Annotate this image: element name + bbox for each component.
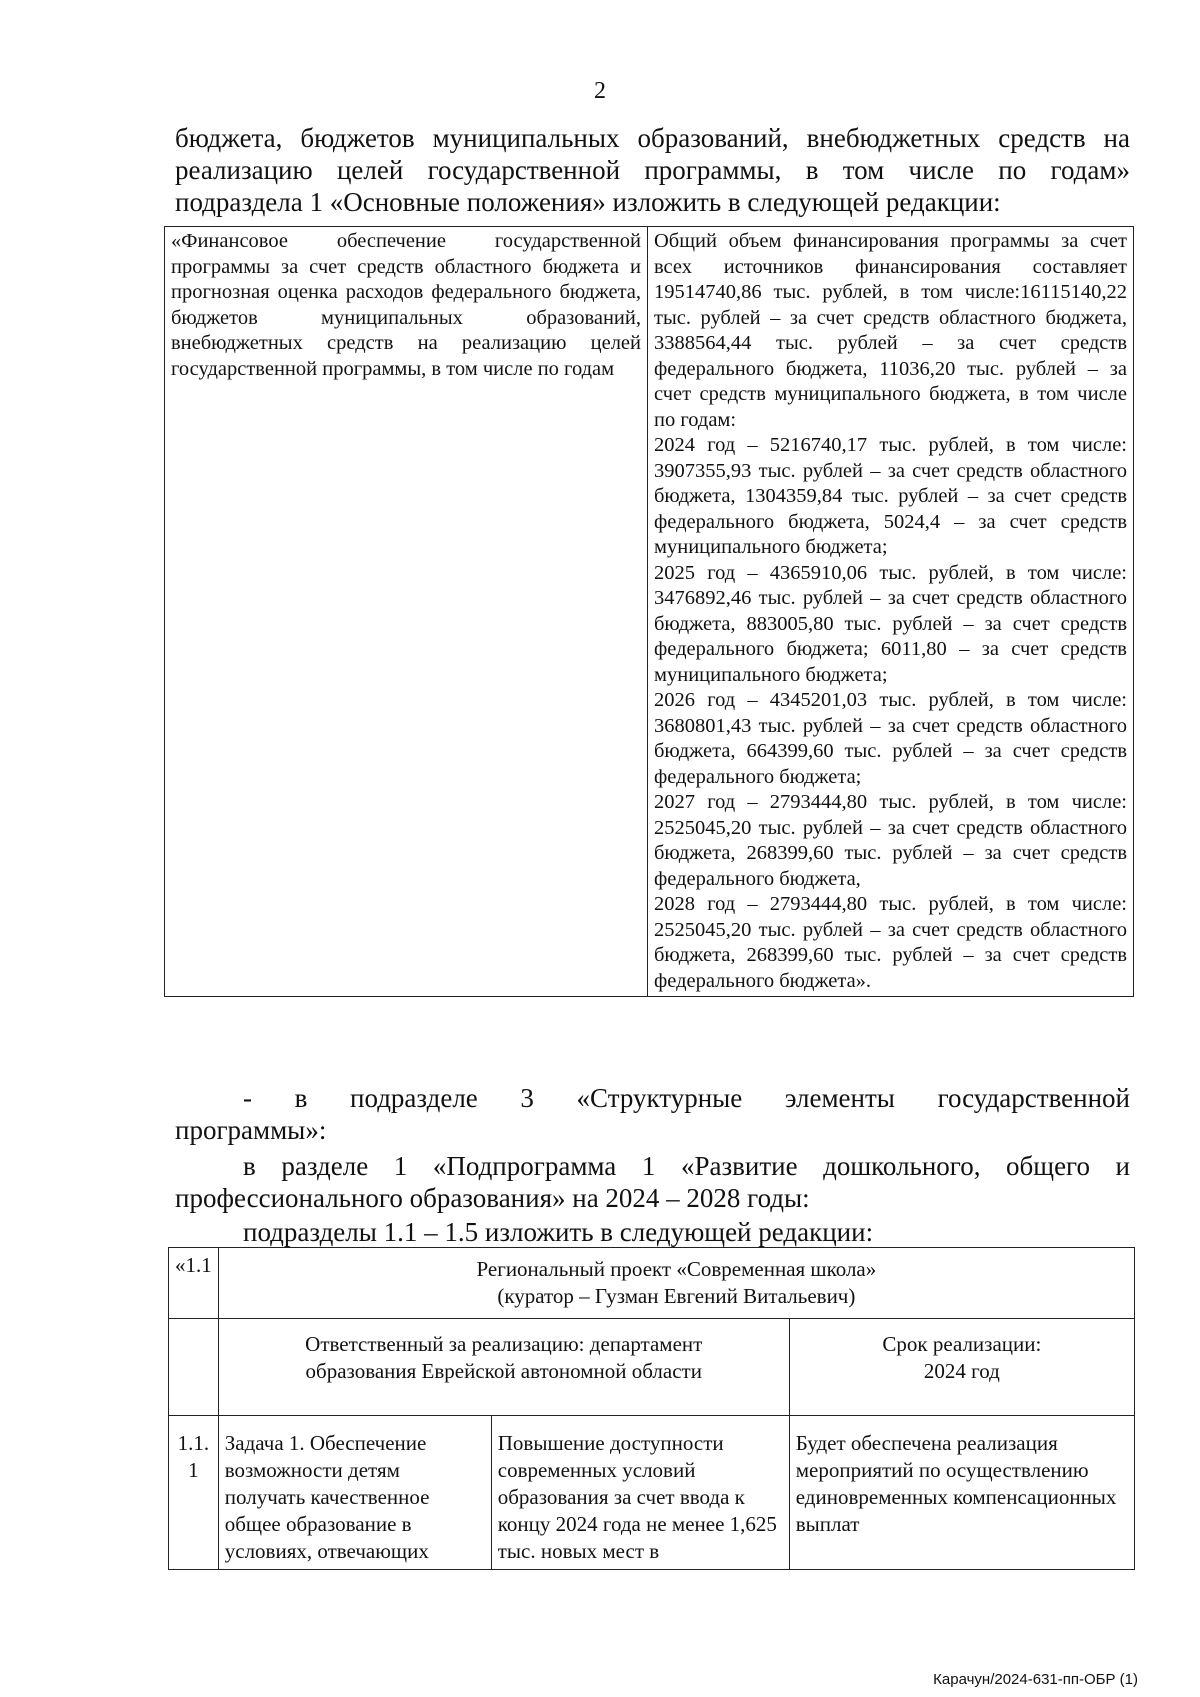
finance-label: «Финансовое обеспечение государственной программы за счет средств областного бюджета и прогнозная оценка расходов федерального бюджета, бюджетов муниципальных образований, внебюджетных средств на реализацию целей государственной программы, в том числе по годам	[171, 230, 641, 380]
project-curator: (куратор – Гузман Евгений Витальевич)	[497, 1284, 856, 1308]
finance-label-cell	[165, 227, 648, 997]
task-cell: Задача 1. Обеспечение возможности детям получать качественное общее образование в условиях, отвечающих	[218, 1416, 491, 1570]
finance-2025: 2025 год – 4365910,06 тыс. рублей, в том числе: 3476892,46 тыс. рублей – за счет средств областного бюджета, 883005,80 тыс. рублей – за счет средств федерального бюджета; 6011,80 – за счет средств муниципального бюджета;	[654, 561, 1127, 686]
finance-2024: 2024 год – 5216740,17 тыс. рублей, в том числе: 3907355,93 тыс. рублей – за счет средств областного бюджета, 1304359,84 тыс. рублей – за счет средств федерального бюджета, 5024,4 – за счет средств муниципального бюджета;	[654, 434, 1127, 558]
page-number: 2	[594, 78, 606, 104]
section-line-2: профессионального образования» на 2024 – 2028 годы:	[175, 1183, 810, 1213]
structural-line-1: - в подразделе 3 «Структурные элементы государственной	[243, 1083, 1130, 1113]
finance-2026: 2026 год – 4345201,03 тыс. рублей, в том числе: 3680801,43 тыс. рублей – за счет средств областного бюджета, 664399,60 тыс. рублей – за счет средств федерального бюджета;	[654, 689, 1127, 788]
row-number: 1.1. 1	[169, 1416, 219, 1570]
section-paragraph	[175, 1150, 1130, 1214]
project-table	[168, 1247, 1135, 1570]
document-code: Карачун/2024-631-пп-ОБР (1)	[933, 1671, 1138, 1688]
empty-cell	[169, 1319, 219, 1416]
effect-cell: Повышение доступности современных условий образования за счет ввода к концу 2024 года не менее 1,625 тыс. новых мест в	[491, 1416, 789, 1570]
intro-paragraph	[175, 122, 1130, 218]
responsible-cell	[218, 1319, 789, 1416]
intro-line-1: бюджета, бюджетов муниципальных образований, внебюджетных средств на	[175, 123, 1130, 153]
deadline-cell	[789, 1319, 1134, 1416]
finance-total: Общий объем финансирования программы за счет всех источников финансирования составляет 19514740,86 тыс. рублей, в том числе:16115140,22 тыс. рублей – за счет средств областного бюджета, 3388564,44 тыс. рублей – за счет средств федерального бюджета, 11036,20 тыс. рублей – за счет средств муниципального бюджета, в том числе по годам:	[654, 230, 1127, 431]
finance-value-cell	[648, 227, 1134, 997]
intro-line-3: подраздела 1 «Основные положения» изложить в следующей редакции:	[175, 187, 1001, 217]
finance-2027: 2027 год – 2793444,80 тыс. рублей, в том числе: 2525045,20 тыс. рублей – за счет средств областного бюджета, 268399,60 тыс. рублей – за счет средств федерального бюджета,	[654, 791, 1127, 890]
responsible-text: Ответственный за реализацию: департамент образования Еврейской автономной области	[305, 1332, 703, 1383]
project-title-cell	[218, 1248, 1134, 1319]
project-title: Региональный проект «Современная школа»	[476, 1257, 877, 1281]
section-line-1: в разделе 1 «Подпрограмма 1 «Развитие дошкольного, общего и	[243, 1151, 1130, 1181]
project-number: «1.1	[169, 1248, 219, 1319]
finance-table	[164, 226, 1134, 997]
deadline-label: Срок реализации:	[882, 1332, 1042, 1356]
subsections-paragraph	[175, 1216, 1130, 1248]
result-cell: Будет обеспечена реализация мероприятий по осуществлению единовременных компенсационных выплат	[789, 1416, 1134, 1570]
subsections-line: подразделы 1.1 – 1.5 изложить в следующей редакции:	[243, 1217, 874, 1247]
structural-line-2: программы»:	[175, 1115, 327, 1145]
structural-elements-paragraph	[175, 1082, 1130, 1146]
intro-line-2: реализацию целей государственной программы, в том числе по годам»	[175, 155, 1130, 185]
finance-2028: 2028 год – 2793444,80 тыс. рублей, в том числе: 2525045,20 тыс. рублей – за счет средств областного бюджета, 268399,60 тыс. рублей – за счет средств федерального бюджета».	[654, 893, 1127, 992]
deadline-value: 2024 год	[923, 1359, 1000, 1383]
